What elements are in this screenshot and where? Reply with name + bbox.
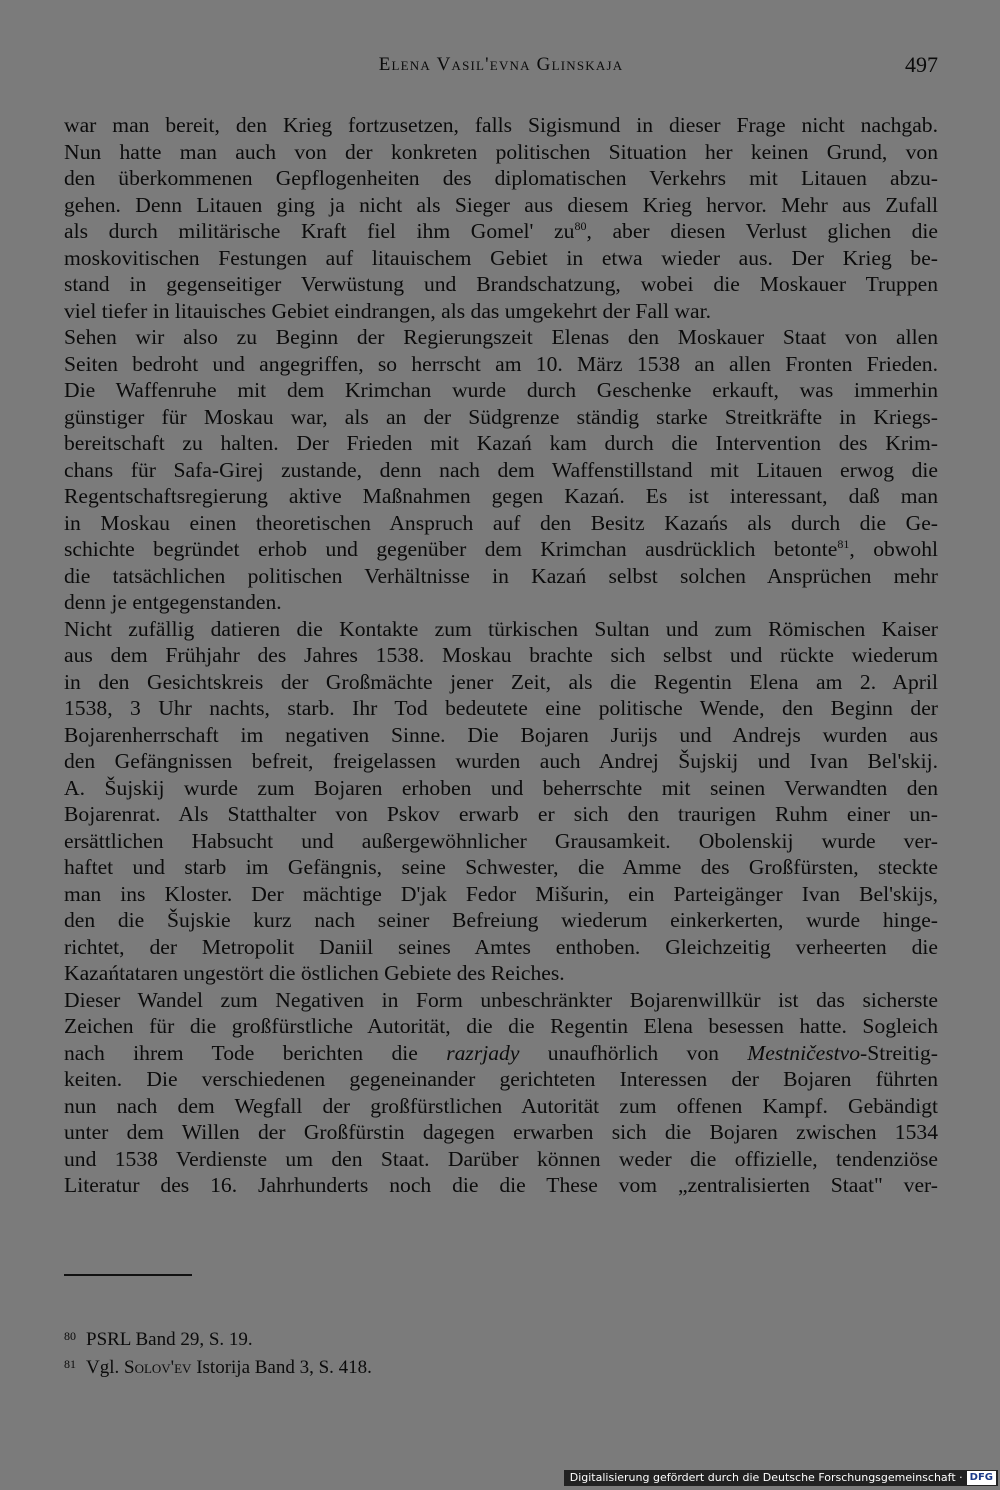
text-line: Nicht zufällig datieren die Kontakte zum türkischen Sultan und zum Römischen Kaiser	[64, 616, 938, 641]
text-line: man ins Kloster. Der mächtige D'jak Fedor Mišurin, ein Parteigänger Ivan Bel'skijs,	[64, 881, 938, 906]
footnotes	[64, 1324, 938, 1380]
text-line: in den Gesichtskreis der Großmächte jener Zeit, als die Regentin Elena am 2. April	[64, 669, 938, 694]
footnote-text: Istorija Band 3, S. 418.	[191, 1357, 372, 1378]
text-line: die tatsächlichen politischen Verhältnisse in Kazań selbst solchen Ansprüchen mehr	[64, 563, 938, 588]
text-line: 1538, 3 Uhr nachts, starb. Ihr Tod bedeutete eine politische Wende, den Beginn der	[64, 696, 938, 720]
digitization-credit	[564, 1470, 998, 1486]
footnote-reference: 81	[837, 537, 850, 551]
text-line: günstiger für Moskau war, als an der Südgrenze ständig starke Streitkräfte in Kriegs-	[64, 404, 938, 429]
text-line: chans für Safa-Girej zustande, denn nach dem Waffenstillstand mit Litauen erwog die	[64, 457, 938, 482]
footnote-text: PSRL Band 29, S. 19.	[86, 1329, 253, 1350]
text-line: bereitschaft zu halten. Der Frieden mit Kazań kam durch die Intervention des Krim-	[64, 431, 938, 455]
footnote: 81 Vgl. Solov'ev Istorija Band 3, S. 418.	[64, 1352, 938, 1380]
text-line: Sehen wir also zu Beginn der Regierungszeit Elenas den Moskauer Staat von allen	[64, 325, 938, 349]
text-line: Nun hatte man auch von der konkreten politischen Situation her keinen Grund, von	[64, 139, 938, 164]
text-line: denn je entgegenstanden.	[64, 590, 282, 614]
footnote-number: 80	[64, 1329, 76, 1343]
text-line: stand in gegenseitiger Verwüstung und Brandschatzung, wobei die Moskauer Truppen	[64, 272, 938, 296]
text-line: ersättlichen Habsucht und außergewöhnlicher Grausamkeit. Obolenskij wurde ver-	[64, 828, 938, 853]
text-line: keiten. Die verschiedenen gegeneinander gerichteten Interessen der Bojaren führten	[64, 1067, 938, 1091]
text-line: den die Šujskie kurz nach seiner Befreiung wiederum einkerkerten, wurde hinge-	[64, 908, 938, 932]
text-line: den Gefängnissen befreit, freigelassen wurden auch Andrej Šujskij und Ivan Bel'skij.	[64, 749, 938, 773]
text-line: Dieser Wandel zum Negativen in Form unbeschränkter Bojarenwillkür ist das sicherste	[64, 987, 938, 1012]
credit-text: Digitalisierung gefördert durch die Deutsche Forschungsgemeinschaft ·	[569, 1471, 963, 1484]
text-line: aus dem Frühjahr des Jahres 1538. Moskau brachte sich selbst und rückte wiederum	[64, 643, 938, 667]
footnote-rule	[64, 1274, 192, 1276]
text-line: richtet, der Metropolit Daniil seines Amtes enthoben. Gleichzeitig verheerten die	[64, 934, 938, 959]
text-line: war man bereit, den Krieg fortzusetzen, falls Sigismund in dieser Frage nicht nachgab.	[64, 113, 938, 137]
text-line: Die Waffenruhe mit dem Krimchan wurde durch Geschenke erkauft, was immerhin	[64, 378, 938, 402]
text-line: Seiten bedroht und angegriffen, so herrscht am 10. März 1538 an allen Fronten Frieden.	[64, 351, 938, 376]
text-line: gehen. Denn Litauen ging ja nicht als Sieger aus diesem Krieg hervor. Mehr aus Zufall	[64, 192, 938, 217]
text-line: Bojarenrat. Als Statthalter von Pskov erwarb er sich den traurigen Ruhm einer un-	[64, 802, 938, 826]
text-line: in Moskau einen theoretischen Anspruch auf den Besitz Kazańs als durch die Ge-	[64, 510, 938, 535]
text-line: nach ihrem Tode berichten die razrjady unaufhörlich von Mestničestvo-Streitig-	[64, 1040, 938, 1065]
text-line: nun nach dem Wegfall der großfürstlichen Autorität zum offenen Kampf. Gebändigt	[64, 1093, 938, 1118]
italic-term: Mestničestvo	[747, 1040, 861, 1065]
text-line: A. Šujskij wurde zum Bojaren erhoben und beherrschte mit seinen Verwandten den	[64, 775, 938, 800]
text-line: Kazańtataren ungestört die östlichen Gebiete des Reiches.	[64, 961, 565, 985]
text-line: und 1538 Verdienste um den Staat. Darüber können weder die offizielle, tendenziöse	[64, 1146, 938, 1171]
text-line: Zeichen für die großfürstliche Autorität, die die Regentin Elena besessen hatte. Sogleich	[64, 1014, 938, 1038]
text-line: schichte begründet erhob und gegenüber dem Krimchan ausdrücklich betonte$^{81}$, obwohl	[64, 537, 938, 561]
text-line: Regentschaftsregierung aktive Maßnahmen gegen Kazań. Es ist interessant, daß man	[64, 484, 938, 508]
text-line: haftet und starb im Gefängnis, seine Schwester, die Amme des Großfürsten, steckte	[64, 855, 938, 879]
running-title: Elena Vasil'evna Glinskaja	[378, 54, 624, 75]
running-header	[64, 54, 938, 84]
author-name: Solov'ev	[124, 1357, 192, 1378]
footnote	[64, 1324, 938, 1352]
footnote-number: 81	[64, 1357, 76, 1371]
page-number: 497	[905, 52, 938, 77]
text-line: unter dem Willen der Großfürstin dagegen erwarben sich die Bojaren zwischen 1534	[64, 1120, 938, 1144]
italic-term: razrjady	[446, 1040, 520, 1065]
text-line: Literatur des 16. Jahrhunderts noch die die These vom „zentralisierten Staat" ver-	[64, 1173, 938, 1197]
text-line: den überkommenen Gepflogenheiten des diplomatischen Verkehrs mit Litauen abzu-	[64, 166, 938, 190]
dfg-logo-icon: DFG	[967, 1471, 996, 1485]
text-line: viel tiefer in litauisches Gebiet eindrangen, als das umgekehrt der Fall war.	[64, 298, 712, 323]
text-line: Bojarenherrschaft im negativen Sinne. Die Bojaren Jurijs und Andrejs wurden aus	[64, 722, 938, 747]
body-text	[64, 112, 938, 1199]
text-line: moskovitischen Festungen auf litauischem Gebiet in etwa wieder aus. Der Krieg be-	[64, 245, 938, 270]
text-line: als durch militärische Kraft fiel ihm Gomel' $zu^{80}$, aber diesen Verlust glichen die	[64, 219, 938, 243]
footnote-reference: 80	[574, 219, 587, 233]
